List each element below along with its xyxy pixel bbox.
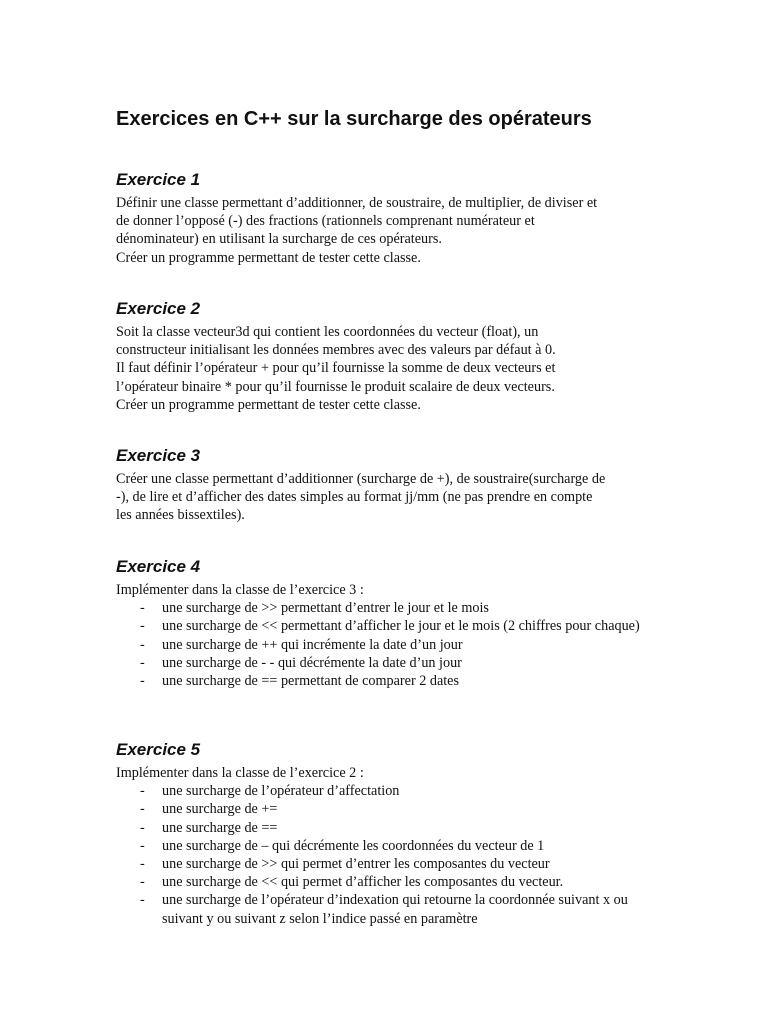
list-item: - une surcharge de l’opérateur d’affectation xyxy=(116,782,666,800)
exercise-4-heading: Exercice 4 xyxy=(116,557,201,576)
text-line: Il faut définir l’opérateur + pour qu’il fournisse la somme de deux vecteurs et xyxy=(116,360,556,377)
text-line: Créer une classe permettant d’additionner (surcharge de +), de soustraire(surcharge de xyxy=(116,471,606,487)
exercise-5-heading: Exercice 5 xyxy=(116,740,201,759)
document-title: Exercices en C++ sur la surcharge des opérateurs xyxy=(116,108,592,130)
list-item: - une surcharge de >> permettant d’entrer le jour et le mois xyxy=(116,599,666,617)
list-item: - une surcharge de += xyxy=(116,800,666,818)
list-item: - une surcharge de << qui permet d’afficher les composantes du vecteur. xyxy=(116,873,666,891)
text-line: Soit la classe vecteur3d qui contient les coordonnées du vecteur (float), un xyxy=(116,324,539,340)
exercise-2-heading: Exercice 2 xyxy=(116,299,201,318)
text-line: Créer un programme permettant de tester cette classe. xyxy=(116,249,421,266)
text-line: Créer un programme permettant de tester cette classe. xyxy=(116,396,421,413)
list-item: - une surcharge de ++ qui incrémente la date d’un jour xyxy=(116,636,666,654)
exercise-5-intro: Implémenter dans la classe de l’exercice 2 : xyxy=(116,765,364,781)
text-line: -), de lire et d’afficher des dates simples au format jj/mm (ne pas prendre en compte xyxy=(116,489,593,506)
list-item: - une surcharge de == xyxy=(116,819,666,837)
list-item: - une surcharge de - - qui décrémente la date d’un jour xyxy=(116,654,666,672)
exercise-1-text xyxy=(116,194,666,267)
text-line: Définir une classe permettant d’additionner, de soustraire, de multiplier, de diviser et xyxy=(116,195,598,211)
exercise-4 xyxy=(116,557,666,690)
exercise-1-heading: Exercice 1 xyxy=(116,170,201,189)
exercise-3-heading: Exercice 3 xyxy=(116,446,201,465)
list-item: - une surcharge de – qui décrémente les coordonnées du vecteur de 1 xyxy=(116,837,666,855)
list-item: - une surcharge de >> qui permet d’entrer les composantes du vecteur xyxy=(116,855,666,873)
exercise-4-list xyxy=(116,599,666,690)
exercise-2-text xyxy=(116,323,666,414)
exercise-3 xyxy=(116,446,666,525)
list-item: - une surcharge de << permettant d’afficher le jour et le mois (2 chiffres pour chaque) xyxy=(116,617,666,635)
exercise-3-text xyxy=(116,470,666,525)
exercise-1 xyxy=(116,170,666,267)
text-line: l’opérateur binaire * pour qu’il fournisse le produit scalaire de deux vecteurs. xyxy=(116,378,555,395)
list-item: - une surcharge de l’opérateur d’indexation qui retourne la coordonnée suivant x ou suivant y ou suivant z selon l’indice passé en paramètre xyxy=(116,891,666,927)
exercise-4-intro: Implémenter dans la classe de l’exercice 3 : xyxy=(116,582,364,598)
exercise-2 xyxy=(116,299,666,414)
text-line: dénominateur) en utilisant la surcharge de ces opérateurs. xyxy=(116,231,442,248)
text-line: constructeur initialisant les données membres avec des valeurs par défaut à 0. xyxy=(116,342,556,359)
text-line: de donner l’opposé (-) des fractions (rationnels comprenant numérateur et xyxy=(116,213,535,230)
list-item: - une surcharge de == permettant de comparer 2 dates xyxy=(116,672,666,690)
exercise-5 xyxy=(116,740,666,928)
exercise-5-list xyxy=(116,782,666,928)
text-line: les années bissextiles). xyxy=(116,507,245,524)
